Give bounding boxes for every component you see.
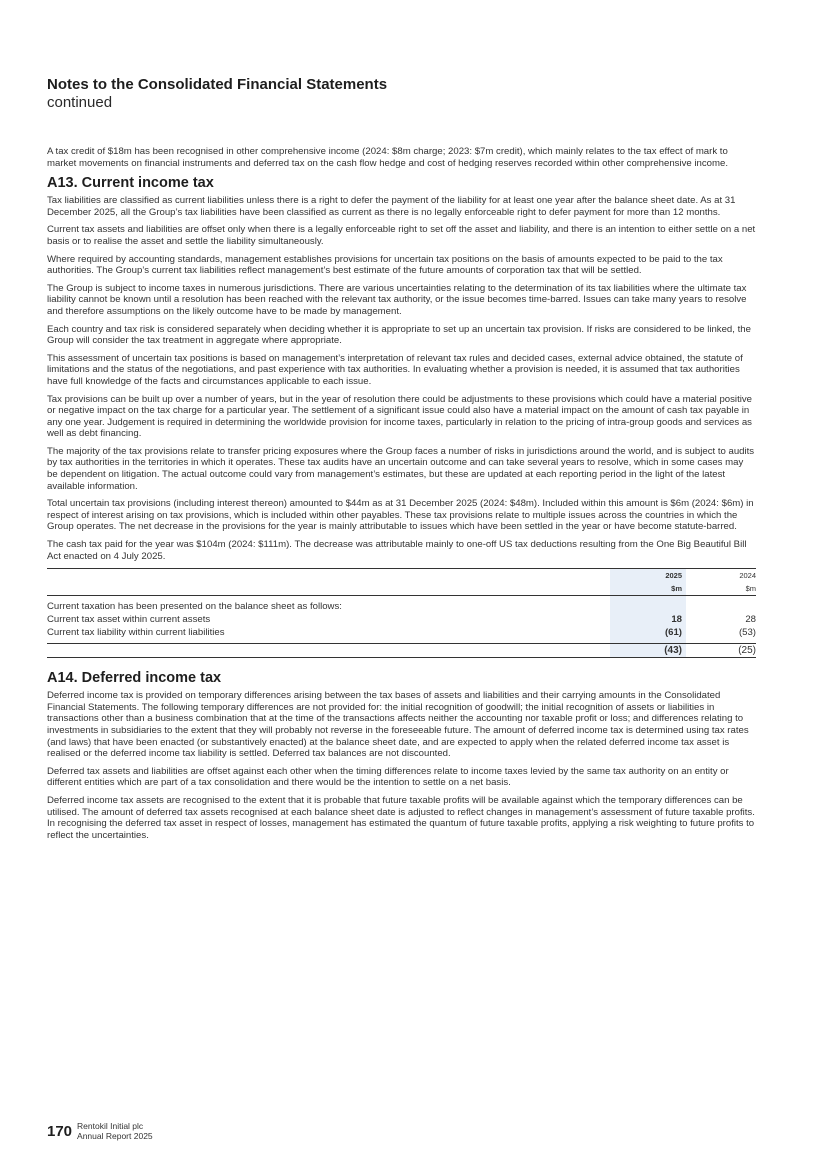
page-subtitle: continued: [47, 94, 113, 111]
table-row: [47, 626, 756, 639]
table-row: [47, 613, 756, 626]
header-year-2025: 2025: [665, 571, 682, 581]
section-heading-a14: A14. Deferred income tax: [47, 670, 222, 687]
page-content: [47, 146, 756, 847]
table-row: [47, 600, 756, 613]
page-title: Notes to the Consolidated Financial Statements: [47, 76, 388, 93]
page-footer: [47, 1121, 153, 1141]
header-year-2024: 2024: [739, 571, 756, 581]
page-number: 170: [47, 1122, 73, 1140]
row-value-2025: 18: [610, 613, 686, 626]
row-value-2024: (53): [738, 627, 756, 639]
table-header-2025: [610, 569, 686, 596]
page-header: [47, 76, 387, 112]
table-header-2024: [686, 569, 756, 596]
report-name: Annual Report 2025: [77, 1131, 153, 1141]
header-unit-2025: $m: [671, 584, 682, 594]
a14-paragraph: Deferred income tax assets are recognised to the extent that it is probable that future taxable profits will be available against which the temporary differences can be utilised. The amount of deferred tax assets recognised at each balance sheet date is adjusted to reflect changes in management’s assessment of future taxable profits. In recognising the deferred tax asset in respect of losses, management has estimated the quantum of future taxable profits, applying a risk weighting to future profits to reflect the uncertainties.: [47, 794, 755, 841]
a13-paragraph: The cash tax paid for the year was $104m (2024: $111m). The decrease was attributable mainly to one-off US tax deductions resulting from the One Big Beautiful Bill Act enacted on 4 July 2025.: [47, 539, 747, 562]
table-header-row: [47, 569, 756, 596]
header-unit-2024: $m: [745, 584, 756, 594]
a13-paragraph: Each country and tax risk is considered separately when deciding whether it is appropriate to set up an uncertain tax provision. If risks are considered to be linked, the Group will consider the tax treatment in aggregate where appropriate.: [47, 323, 751, 347]
a13-paragraph: Current tax assets and liabilities are offset only when there is a legally enforceable right to set off the asset and liability, and there is an intention to either settle on a net basis or to realise the asset and settle the liability simultaneously.: [47, 224, 756, 247]
row-value-2025: (61): [610, 626, 686, 639]
company-name: Rentokil Initial plc: [77, 1121, 144, 1131]
table-intro-cell: Current taxation has been presented on the balance sheet as follows:: [47, 601, 342, 613]
a13-paragraph: Tax provisions can be built up over a number of years, but in the year of resolution there could be adjustments to these provisions which could have a material positive or negative impact on the tax charge for a particular year. The settlement of a significant issue could also have a material impact on the amount of cash tax payable in any one year. Judgement is required in determining the worldwide provision for income taxes, particularly in relation to the pricing of intra-group goods and services as well as debt financing.: [47, 393, 752, 440]
a13-paragraph: The majority of the tax provisions relate to transfer pricing exposures where the Group faces a number of risks in jurisdictions around the world, and is subject to audits by tax authorities in the territories in which it operates. These tax audits have an uncertain outcome and can take several years to resolve, which in some cases may be dependent on litigation. The actual outcome could vary from management’s estimates, but these are updated at each reporting period in the light of the latest available information.: [47, 445, 755, 492]
a13-paragraph: Where required by accounting standards, management establishes provisions for uncertain tax positions on the basis of amounts expected to be paid to the tax authorities. The Group’s current tax liabilities reflect management’s best estimate of the future amounts of corporation tax that will be settled.: [47, 253, 723, 277]
company-info: [77, 1121, 153, 1141]
a14-paragraph: Deferred income tax is provided on temporary differences arising between the tax bases of assets and liabilities and their carrying amounts in the Consolidated Financial Statements. The following temporary differences are not provided for: the initial recognition of goodwill; the initial recognition of assets or liabilities in transactions other than a business combination that at the time of the transactions affects neither the accounting nor taxable profit or loss; and differences relating to investments in subsidiaries to the extent that they will probably not reverse in the foreseeable future. The amount of deferred income tax is determined using tax rates (and laws) that have been enacted (or substantively enacted) at the balance sheet date, and are expected to apply when the related deferred income tax asset is realised or the deferred income tax liability is settled. Deferred tax balances are not discounted.: [47, 690, 749, 760]
a13-paragraph: The Group is subject to income taxes in numerous jurisdictions. There are various uncertainties relating to the determination of its tax liabilities where the ultimate tax liability cannot be known until a resolution has been reached with the relevant tax authority, or the issue becomes time-barred. Issues can take many years to resolve and therefore assumptions on the likely outcome have to be made by management.: [47, 282, 747, 317]
intro-paragraph: A tax credit of $18m has been recognised in other comprehensive income (2024: $8m charge; 2023: $7m credit), which mainly relates to the tax effect of mark to market movements on financial instruments and deferred tax on the cash flow hedge and cost of hedging reserves recorded within other comprehensive income.: [47, 146, 728, 169]
row-label: Current tax asset within current assets: [47, 614, 211, 626]
section-heading-a13: A13. Current income tax: [47, 175, 214, 192]
total-value-2025: (43): [610, 644, 686, 658]
row-label: Current tax liability within current liabilities: [47, 627, 225, 639]
table-header-label: [47, 569, 610, 596]
a14-paragraph: Deferred tax assets and liabilities are offset against each other when the timing differences relate to income taxes levied by the same tax authority on an entity or different entities which are part of a tax consolidation and there would be the intention to settle on a net basis.: [47, 765, 729, 789]
table-total-row: [47, 644, 756, 658]
a13-paragraph: This assessment of uncertain tax positions is based on management’s interpretation of relevant tax rules and decided cases, external advice obtained, the statute of limitations and the status of the negotiations, and past experience with tax authorities. In evaluating whether a provision is needed, it is assumed that tax authorities have full knowledge of the facts and circumstances applicable to each issue.: [47, 352, 743, 387]
a13-paragraph: Total uncertain tax provisions (including interest thereon) amounted to $44m as at 31 December 2025 (2024: $48m). Included within this amount is $6m (2024: $6m) in respect of interest arising on tax provisions, which is included within other payables. These tax provisions relate to multiple issues across the countries in which the Group operates. The net decrease in the provisions for the year is mainly attributable to issues which have been settled in the year or have become statute-barred.: [47, 498, 754, 533]
row-value-2024: 28: [745, 614, 756, 626]
a13-paragraph: Tax liabilities are classified as current liabilities unless there is a right to defer the payment of the liability for at least one year after the balance sheet date. As at 31 December 2025, all the Group’s tax liabilities have been classified as current as there is no legally enforceable right to defer payment for more than 12 months.: [47, 195, 736, 218]
total-value-2024: (25): [686, 644, 756, 658]
current-tax-table: [47, 568, 756, 658]
